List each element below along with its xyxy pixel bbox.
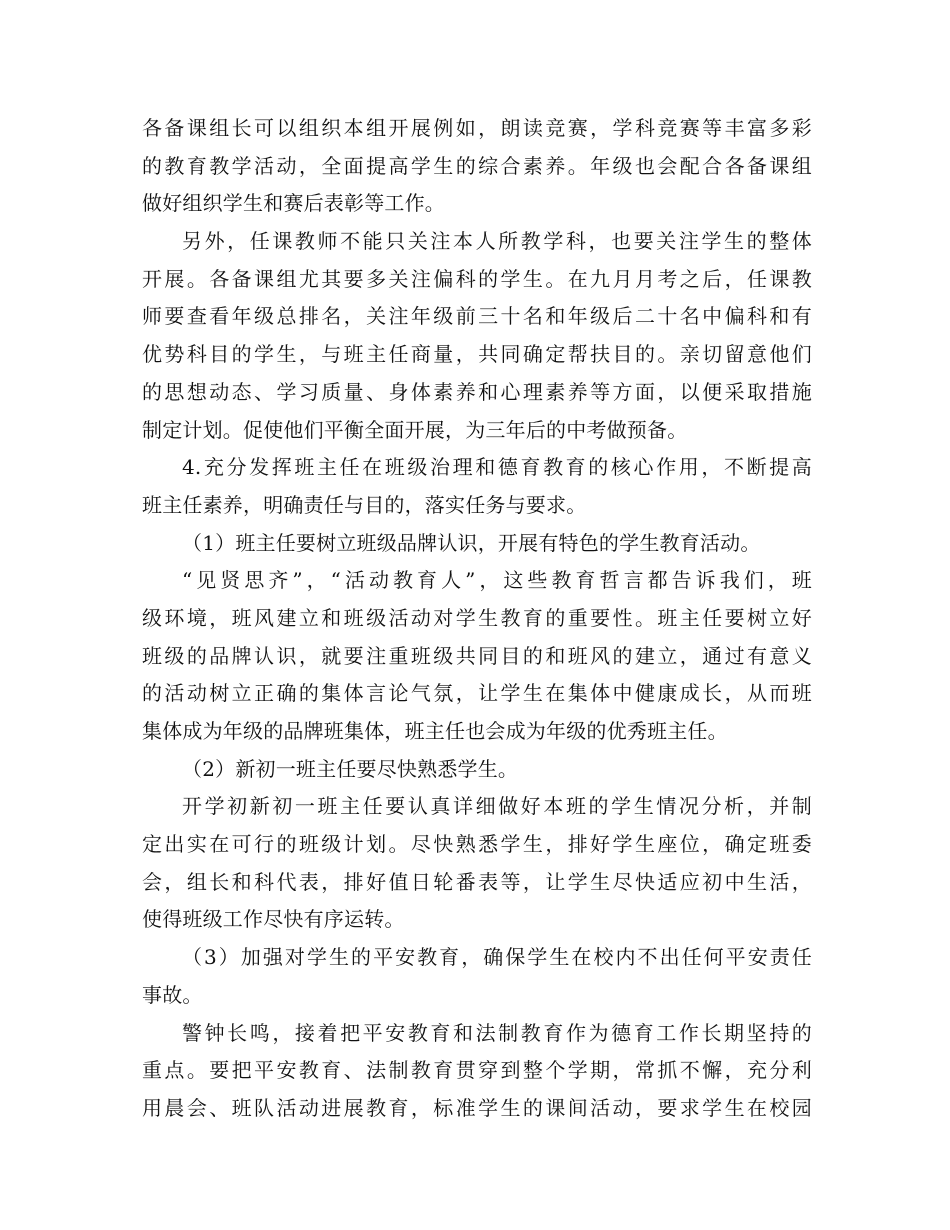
text-line: 优势科目的学生，与班主任商量，共同确定帮扶目的。亲切留意他们 [142,342,812,367]
text-line: 的活动树立正确的集体言论气氛，让学生在集体中健康成长，从而班 [142,681,812,706]
text-line: “见贤思齐”，“活动教育人”，这些教育哲言都告诉我们，班 [182,568,812,593]
text-line: （2）新初一班主任要尽快熟悉学生。 [182,756,519,781]
text-line: 警钟长鸣，接着把平安教育和法制教育作为德育工作长期坚持的 [182,1020,812,1045]
text-line: 用晨会、班队活动进展教育，标准学生的课间活动，要求学生在校园 [142,1095,812,1120]
text-line: 开展。各备课组尤其要多关注偏科的学生。在九月月考之后，任课教 [142,266,812,291]
text-line: 4.充分发挥班主任在班级治理和德育教育的核心作用，不断提高 [182,455,812,480]
text-line: 师要查看年级总排名，关注年级前三十名和年级后二十名中偏科和有 [142,304,812,329]
text-line: 班主任素养，明确责任与目的，落实任务与要求。 [142,492,587,517]
text-line: 开学初新初一班主任要认真详细做好本班的学生情况分析，并制 [182,794,812,819]
body-text [142,110,812,1128]
text-line: 定出实在可行的班级计划。尽快熟悉学生，排好学生座位，确定班委 [142,832,812,857]
text-line: 集体成为年级的品牌班集体，班主任也会成为年级的优秀班主任。 [142,719,728,743]
text-line: 事故。 [142,982,203,1007]
text-line: 重点。要把平安教育、法制教育贯穿到整个学期，常抓不懈，充分利 [142,1058,812,1083]
text-line: 各备课组长可以组织本组开展例如，朗读竞赛，学科竞赛等丰富多彩 [142,116,812,140]
text-line: 使得班级工作尽快有序运转。 [142,907,405,932]
text-line: （3）加强对学生的平安教育，确保学生在校内不出任何平安责任 [182,945,812,970]
text-line: 级环境，班风建立和班级活动对学生教育的重要性。班主任要树立好 [142,605,812,630]
text-line: 做好组织学生和赛后表彰等工作。 [142,191,445,216]
text-line: （1）班主任要树立班级品牌认识，开展有特色的学生教育活动。 [182,530,761,555]
text-line: 另外，任课教师不能只关注本人所教学科，也要关注学生的整体 [182,229,812,254]
text-line: 班级的品牌认识，就要注重班级共同目的和班风的建立，通过有意义 [142,643,812,668]
text-line: 制定计划。促使他们平衡全面开展，为三年后的中考做预备。 [142,417,688,442]
text-line: 的思想动态、学习质量、身体素养和心理素养等方面，以便采取措施 [142,379,812,404]
text-line: 会，组长和科代表，排好值日轮番表等，让学生尽快适应初中生活， [142,869,812,894]
text-line: 的教育教学活动，全面提高学生的综合素养。年级也会配合各备课组 [142,153,812,178]
